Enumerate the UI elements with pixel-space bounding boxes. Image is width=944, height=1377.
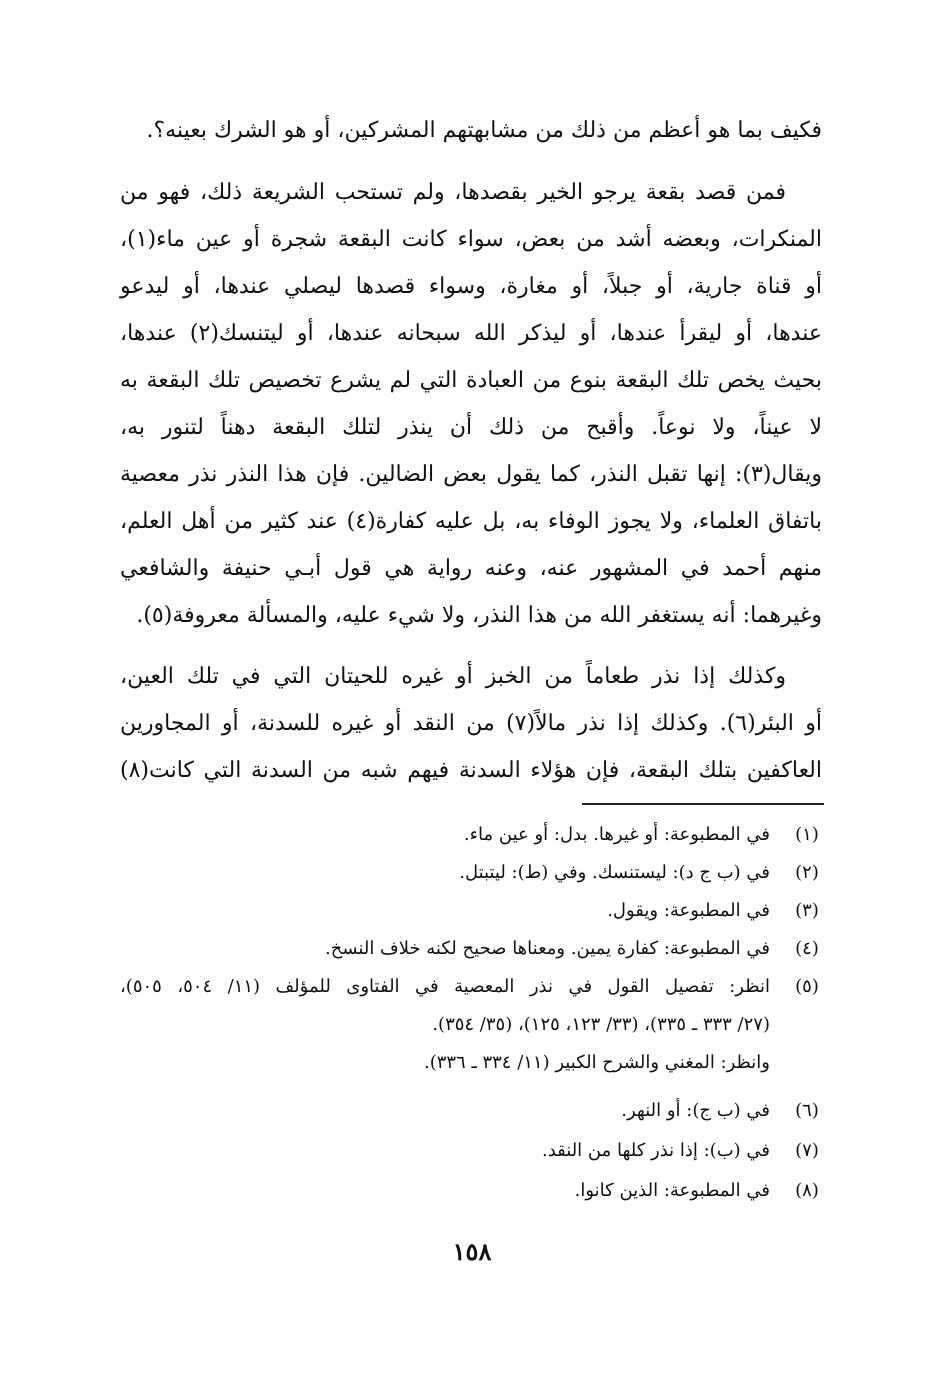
text-line: لا عيناً، ولا نوعاً. وأقبح من ذلك أن ينذر لتلك البقعة دهناً لتنور به، (120, 415, 822, 440)
text-line: أو قناة جارية، أو جبلاً، أو مغارة، وسواء قصدها ليصلي عندها، أو ليدعو (120, 274, 822, 299)
footnote-text: في المطبوعة: الذين كانوا. (574, 1180, 770, 1201)
footnote-text: في المطبوعة: كفارة يمين. ومعناها صحيح لكنه خلاف النسخ. (325, 938, 770, 959)
footnote-text: في (ب ج د): ليستنسك. وفي (ط): ليتبتل. (459, 862, 770, 883)
text-line: ويقال(٣): إنها تقبل النذر، كما يقول بعض الضالين. فإن هذا النذر نذر معصية (120, 462, 822, 487)
footnote-2 (120, 854, 822, 892)
text-line: وغيرهما: أنه يستغفر الله من هذا النذر، ولا شيء عليه، والمسألة معروفة(٥). (136, 603, 822, 628)
footnote-number: (٣) (795, 900, 819, 921)
footnote-5-continuation (120, 1006, 822, 1044)
text-line: عندها، أو ليقرأ عندها، أو ليذكر الله سبحانه عندها، أو ليتنسك(٢) عندها، (120, 321, 822, 346)
footnote-text: وانظر: المغني والشرح الكبير (١١/ ٣٣٤ ـ ٣٣٦). (423, 1052, 770, 1073)
footnote-text: في (ب ج): أو النهر. (621, 1100, 770, 1121)
text-line: فمن قصد بقعة يرجو الخير بقصدها، ولم تستحب الشريعة ذلك، فهو من (120, 180, 786, 205)
footnote-8 (120, 1172, 822, 1210)
footnote-number: (٧) (795, 1140, 819, 1161)
text-line: منهم أحمد في المشهور عنه، وعنه رواية هي قول أبـي حنيفة والشافعي (120, 556, 822, 581)
paragraph-3 (120, 653, 822, 794)
footnote-7 (120, 1132, 822, 1170)
paragraph-2 (120, 169, 822, 639)
text-line: بحيث يخص تلك البقعة بنوع من العبادة التي لم يشرع تخصيص تلك البقعة به (120, 368, 822, 393)
text-line: فكيف بما هو أعظم من ذلك من مشابهتهم المشركين، أو هو الشرك بعينه؟. (146, 118, 822, 143)
page-number: ١٥٨ (452, 1237, 492, 1266)
footnote-1 (120, 816, 822, 854)
text-line: أو البئر(٦). وكذلك إذا نذر مالاً(٧) من النقد أو غيره للسدنة، أو المجاورين (120, 711, 823, 736)
footnote-text: انظر: تفصيل القول في نذر المعصية في الفتاوى للمؤلف (١١/ ٥٠٤، ٥٠٥)، (120, 976, 771, 997)
footnote-number: (١) (795, 824, 819, 845)
footnote-number: (٤) (795, 938, 819, 959)
footnote-text: في المطبوعة: أو غيرها. بدل: أو عين ماء. (463, 824, 770, 845)
text-line: العاكفين بتلك البقعة، فإن هؤلاء السدنة فيهم شبه من السدنة التي كانت(٨) (120, 758, 822, 783)
footnote-3 (120, 892, 822, 930)
footnote-number: (٦) (795, 1100, 819, 1121)
footnote-text: (٢٧/ ٣٣٣ ـ ٣٣٥)، (٣٣/ ١٢٣، ١٢٥)، (٣٥/ ٣٥٤). (432, 1014, 770, 1035)
footnote-text: في المطبوعة: ويقول. (607, 900, 770, 921)
footnote-6 (120, 1092, 822, 1130)
text-line: وكذلك إذا نذر طعاماً من الخبز أو غيره للحيتان التي في تلك العين، (120, 664, 786, 689)
footnote-number: (٨) (795, 1180, 819, 1201)
footnote-text: في (ب): إذا نذر كلها من النقد. (541, 1140, 770, 1161)
footnote-4 (120, 930, 822, 968)
footnote-number: (٢) (795, 862, 819, 883)
text-line: المنكرات، وبعضه أشد من بعض، سواء كانت البقعة شجرة أو عين ماء(١)، (120, 227, 822, 252)
text-line: باتفاق العلماء، ولا يجوز الوفاء به، بل عليه كفارة(٤) عند كثير من أهل العلم، (120, 509, 822, 534)
paragraph-1 (120, 107, 822, 154)
footnote-separator (582, 803, 824, 805)
footnote-5-continuation (120, 1044, 822, 1082)
footnote-number: (٥) (795, 976, 819, 997)
footnote-5 (120, 968, 822, 1006)
